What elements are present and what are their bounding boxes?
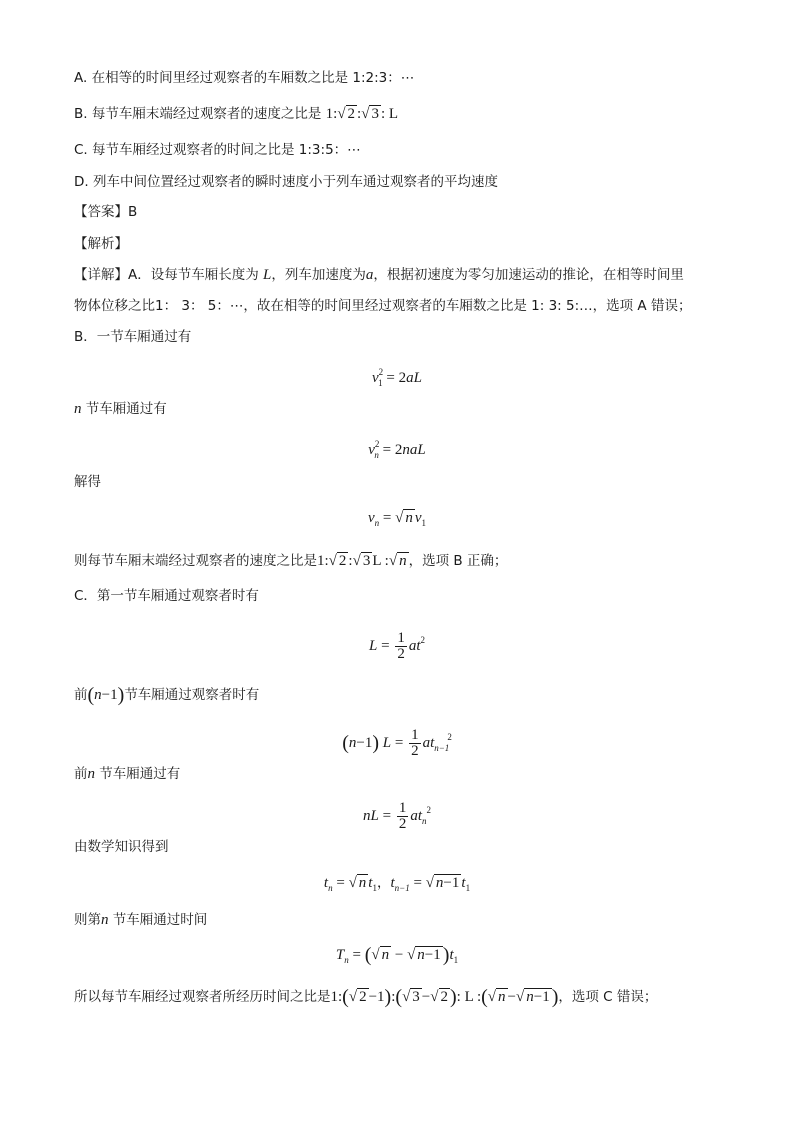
eq-vn-sqrt: $v_n$ = √ n $v_1$	[367, 510, 427, 528]
final-prefix: 所以每节车厢经过观察者所经历时间之比是	[74, 989, 331, 1005]
answer-value: B	[128, 204, 138, 220]
final-suffix: ，选项 C 错误；	[558, 989, 658, 1005]
c-front-n-text: 节车厢通过有	[99, 766, 181, 782]
detail-text-1: A．设每节车厢长度为	[128, 267, 259, 283]
option-b: B. 每节车厢末端经过观察者的速度之比是 1:√ 2 :√ 3 : L	[74, 106, 399, 122]
eq-v1: $v^2_1 = 2aL$	[372, 367, 422, 388]
nth-time-prefix: 则第	[74, 912, 101, 928]
c-front-suffix: 节车厢通过观察者时有	[124, 687, 260, 703]
nth-time: 则第n 节车厢通过时间	[74, 912, 208, 928]
n-cars-pass: n 节车厢通过有	[74, 401, 167, 417]
detail-text-3: ，根据初速度为零匀加速运动的推论，在相等时间里	[373, 267, 684, 283]
eq-vn: $v^2_n = 2naL$	[368, 439, 426, 460]
c-front-n: 前n 节车厢通过有	[74, 766, 181, 782]
c-head: C．第一节车厢通过观察者时有	[74, 588, 259, 604]
answer	[74, 202, 137, 222]
b-conclusion: 则每节车厢末端经过观察者的速度之比是1:√ 2 :√ 3 L :√ n ，选项 B 正确；	[74, 553, 508, 569]
detail-label: 【详解】	[74, 267, 128, 283]
b-head: B．一节车厢通过有	[74, 329, 192, 345]
detail-line1: 【详解】A．设每节车厢长度为 L，列车加速度为a，根据初速度为零匀加速运动的推论，在相等时间里	[74, 267, 684, 283]
eq-L: L = $\frac{1}{2}$ $at^2$	[369, 629, 425, 662]
answer-label: 【答案】	[74, 204, 128, 220]
b-conclusion-text: 则每节车厢末端经过观察者的速度之比是	[74, 553, 317, 569]
c-front: 前(n−1)节车厢通过观察者时有	[74, 684, 260, 706]
eq-nL: nL = $\frac{1}{2}$ $at_n^2$	[363, 799, 431, 832]
math-know: 由数学知识得到	[74, 839, 169, 855]
option-b-text: B. 每节车厢末端经过观察者的速度之比是	[74, 106, 322, 122]
nth-time-suffix: 节车厢通过时间	[112, 912, 208, 928]
final-line: 所以每节车厢经过观察者所经历时间之比是1:(√ 2 −1):(√ 3 −√ 2 ): L :(√ n −√ n−1 )，选项 C 错误；	[74, 986, 658, 1008]
eq-n-1-L: (n−1) L = $\frac{1}{2}$ $at_{n-1}^2$	[342, 726, 452, 759]
solve-label: 解得	[74, 474, 101, 490]
analysis-label: 【解析】	[74, 236, 128, 252]
detail-text-2: ，列车加速度为	[271, 267, 366, 283]
detail-line2: 物体位移之比1： 3： 5：⋯，故在相等的时间里经过观察者的车厢数之比是 1: 3: 5:…，选项 A 错误；	[74, 298, 692, 314]
eq-Tn: $T_n$ = (√ n − √ n−1 )$t_1$	[335, 944, 459, 966]
eq-tn: $t_n$ = √ n $t_1$，$t_{n-1}$ = √ n−1 $t_1$	[323, 875, 471, 893]
option-c: C. 每节车厢经过观察者的时间之比是 1:3:5：⋯	[74, 142, 361, 158]
option-a: A. 在相等的时间里经过观察者的车厢数之比是 1:2:3：⋯	[74, 70, 415, 86]
c-front-n-prefix: 前	[74, 766, 88, 782]
b-conclusion-suffix: ，选项 B 正确；	[408, 553, 508, 569]
option-d: D. 列车中间位置经过观察者的瞬时速度小于列车通过观察者的平均速度	[74, 174, 498, 190]
c-front-prefix: 前	[74, 687, 88, 703]
n-cars-pass-text: 节车厢通过有	[85, 401, 167, 417]
